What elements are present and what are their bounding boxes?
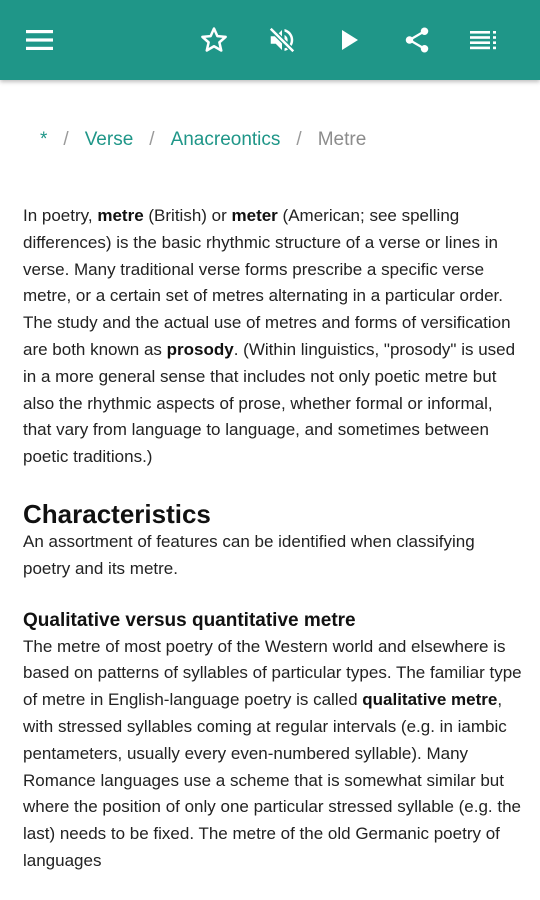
term-qualitative-metre: qualitative metre [362,690,498,710]
contents-button[interactable] [464,20,504,60]
article-body [23,203,523,875]
term-metre: metre [97,206,144,225]
intro-text: In poetry, [23,206,98,225]
intro-text: (British) or [143,206,232,225]
play-button[interactable] [330,20,370,60]
intro-text: (American; see spelling differences) is the basic rhythmic structure of a verse or lines in verse. Many traditional verse forms prescribe a specific verse metre, or a certain set of metres alternating in a particular order. The study and the actual use of metres and forms of versification are both known as [23,206,511,359]
list-icon [470,29,498,51]
menu-button[interactable] [20,20,60,60]
breadcrumb-item-anacreontics[interactable]: Anacreontics [170,129,281,150]
breadcrumb-item-verse[interactable]: Verse [84,129,134,150]
breadcrumb-separator: / [149,129,155,150]
speaker-mute-icon [267,25,297,55]
play-icon [339,28,361,52]
heading-qualitative-vs-quantitative: Qualitative versus quantitative metre [23,609,356,631]
app-toolbar [0,0,540,80]
qualitative-text: , with stressed syllables coming at regular intervals (e.g. in iambic pentameters, usually every even-numbered syllable). Many Romance languages use a scheme that is somewhat similar but where the position of only one particular stressed syllable (e.g. the last) needs to be fixed. The metre of the old Germanic poetry of languages [23,690,521,870]
star-icon [199,25,229,55]
breadcrumb-separator: / [296,129,302,150]
term-meter: meter [231,206,278,225]
breadcrumb [40,128,366,152]
heading-characteristics: Characteristics [23,498,211,529]
qualitative-text: The metre of most poetry of the Western world and elsewhere is based on patterns of syllables of particular types. The familiar type of metre in English-language poetry is called [23,636,522,710]
favorite-button[interactable] [194,20,234,60]
share-icon [402,25,432,55]
breadcrumb-item-home[interactable]: * [40,129,48,150]
term-prosody: prosody [166,339,234,359]
menu-icon [26,29,54,51]
characteristics-paragraph: An assortment of features can be identified when classifying poetry and its metre. [23,531,475,578]
intro-text: . (Within linguistics, "prosody" is used in a more general sense that includes not only poetic metre but also the rhythmic aspects of prose, whether formal or informal, that vary from language to language, and sometimes between poetic traditions.) [23,339,516,467]
mute-button[interactable] [262,20,302,60]
share-button[interactable] [397,20,437,60]
qualitative-paragraph [23,634,523,875]
breadcrumb-current: Metre [317,129,367,150]
intro-paragraph [23,203,523,471]
breadcrumb-separator: / [63,129,69,150]
